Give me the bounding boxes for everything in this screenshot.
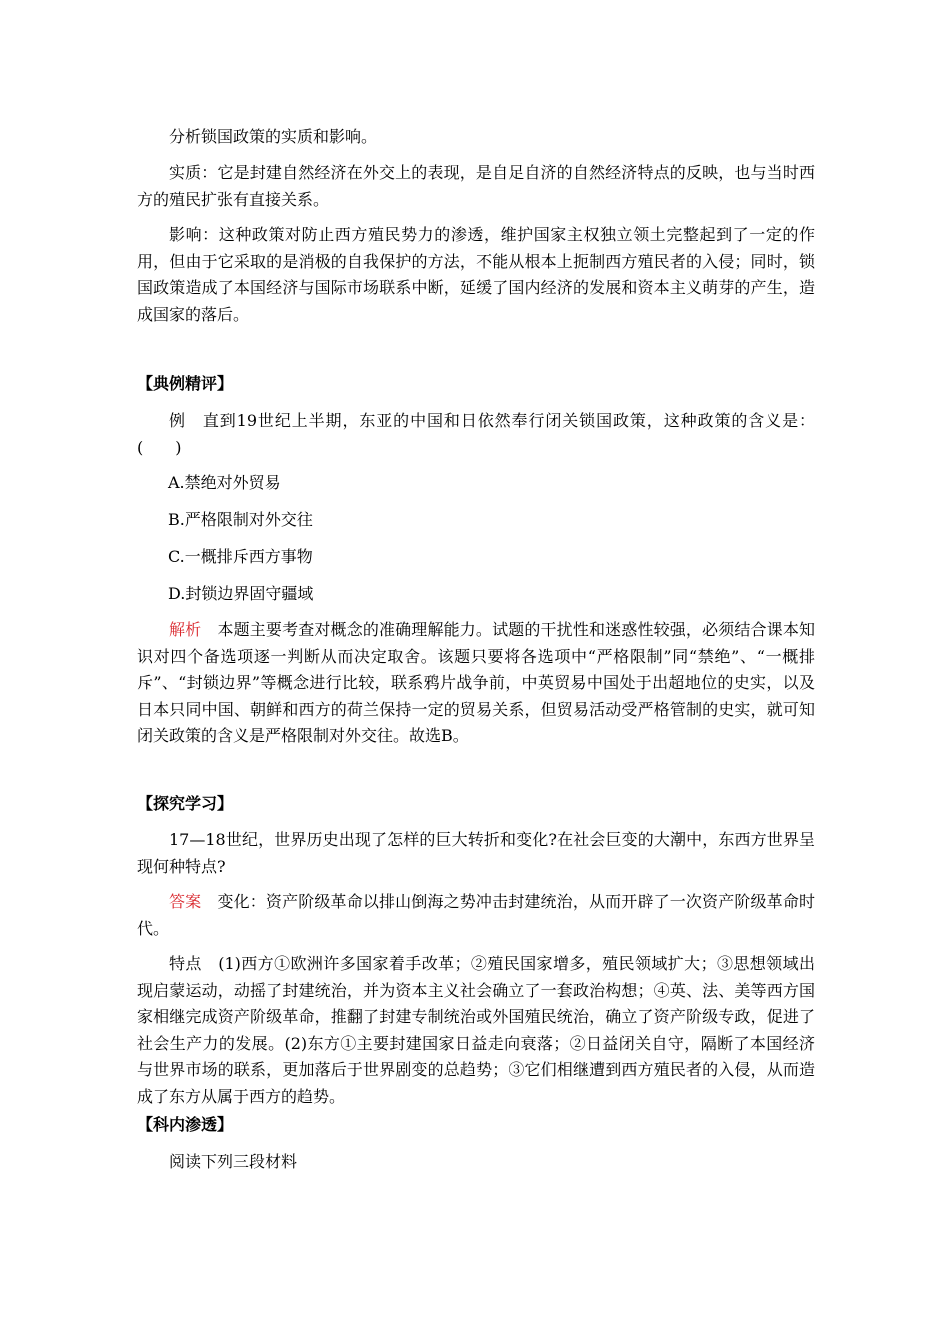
option-d: D.封锁边界固守疆域 bbox=[168, 584, 314, 603]
integration-text: 阅读下列三段材料 bbox=[169, 1152, 298, 1171]
answer-label: 答案 bbox=[169, 892, 202, 911]
analysis-paragraph bbox=[137, 617, 815, 750]
inquiry-heading: 【探究学习】 bbox=[137, 794, 234, 813]
analysis-label: 解析 bbox=[169, 620, 202, 639]
option-c: C.一概排斥西方事物 bbox=[168, 547, 313, 566]
option-a: A.禁绝对外贸易 bbox=[168, 473, 281, 492]
analysis-text: 本题主要考查对概念的准确理解能力。试题的干扰性和迷惑性较强，必须结合课本知识对四个备选项逐一判断从而决定取舍。该题只要将各选项中“严格限制”同“禁绝”、“一概排斥”、“封锁边界”等概念进行比较，联系鸦片战争前，中英贸易中国处于出超地位的史实，以及日本只同中国、朝鲜和西方的荷兰保持一定的贸易关系，但贸易活动受严格管制的史实，就可知闭关政策的含义是严格限制对外交往。故选B。 bbox=[137, 620, 815, 745]
answer-text: 变化：资产阶级革命以排山倒海之势冲击封建统治，从而开辟了一次资产阶级革命时代。 bbox=[137, 892, 815, 938]
intro-question: 分析锁国政策的实质和影响。 bbox=[169, 127, 378, 146]
integration-heading: 【科内渗透】 bbox=[137, 1115, 234, 1134]
inquiry-question: 17—18世纪，世界历史出现了怎样的巨大转折和变化?在社会巨变的大潮中，东西方世界呈现何种特点? bbox=[137, 830, 815, 876]
example-question-text: 直到19世纪上半期，东亚的中国和日依然奉行闭关锁国政策，这种政策的含义是：( ) bbox=[137, 411, 815, 457]
features-paragraph: 特点 (1)西方①欧洲许多国家着手改革；②殖民国家增多，殖民领域扩大；③思想领域出现启蒙运动，动摇了封建统治，并为资本主义社会确立了一套政治构想；④英、法、美等西方国家相继完成资产阶级革命，推翻了封建专制统治或外国殖民统治，确立了资产阶级专政，促进了社会生产力的发展。(2)东方①主要封建国家日益走向衰落；②日益闭关自守，隔断了本国经济与世界市场的联系，更加落后于世界剧变的总趋势；③它们相继遭到西方殖民者的入侵，从而造成了东方从属于西方的趋势。 bbox=[137, 954, 815, 1106]
example-label: 例 bbox=[169, 411, 186, 430]
answer-paragraph bbox=[137, 889, 815, 942]
option-b: B.严格限制对外交往 bbox=[168, 510, 313, 529]
essence-paragraph: 实质：它是封建自然经济在外交上的表现，是自足自济的自然经济特点的反映，也与当时西方的殖民扩张有直接关系。 bbox=[137, 163, 815, 209]
example-question bbox=[137, 408, 815, 461]
example-heading: 【典例精评】 bbox=[137, 374, 234, 393]
impact-paragraph: 影响：这种政策对防止西方殖民势力的渗透，维护国家主权独立领土完整起到了一定的作用，但由于它采取的是消极的自我保护的方法，不能从根本上扼制西方殖民者的入侵；同时，锁国政策造成了本国经济与国际市场联系中断，延缓了国内经济的发展和资本主义萌芽的产生，造成国家的落后。 bbox=[137, 225, 815, 324]
